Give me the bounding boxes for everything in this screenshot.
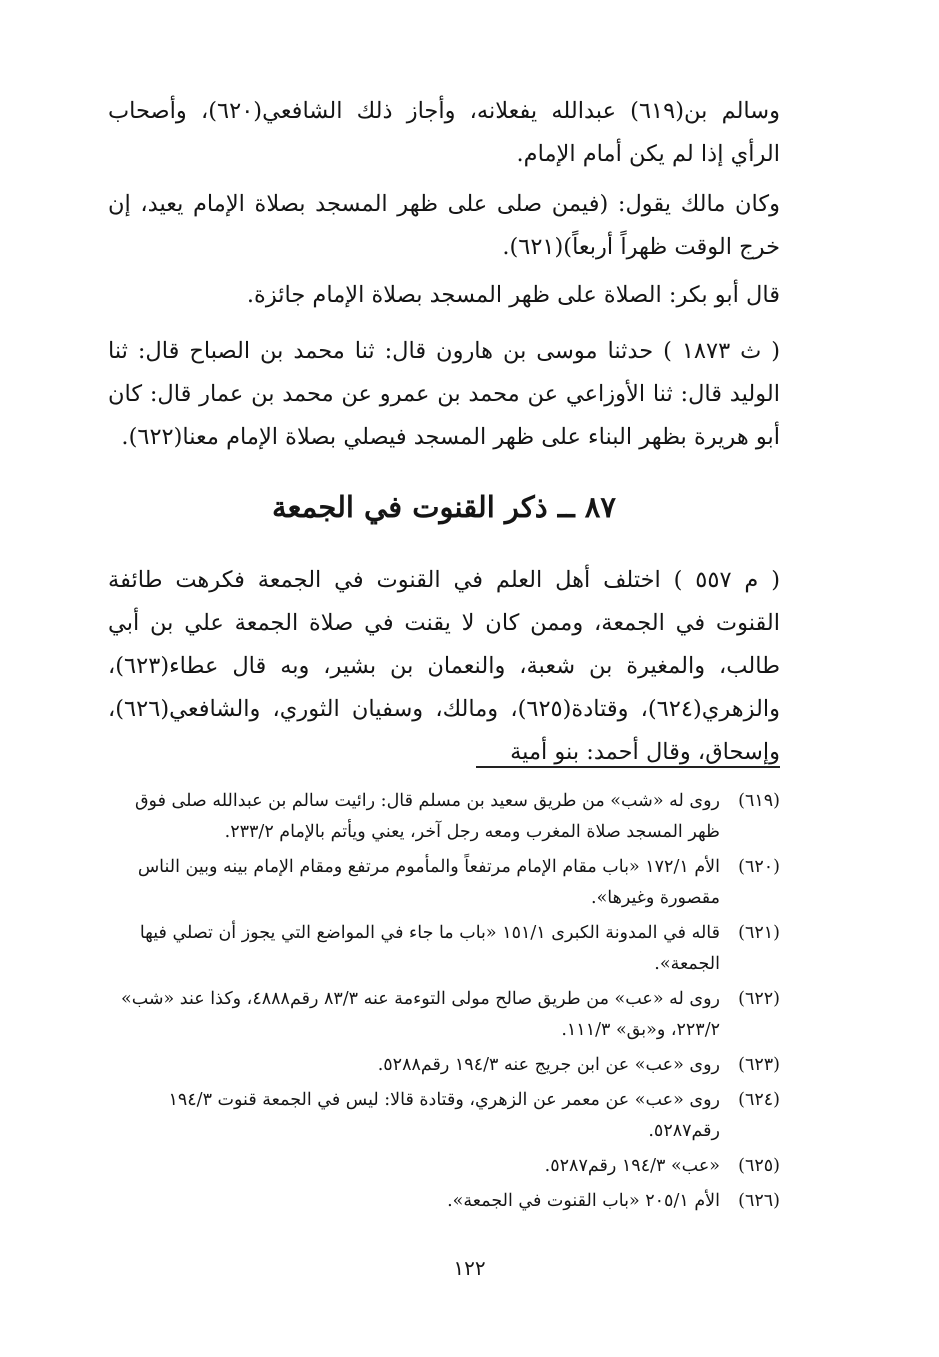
footnote-number: (٦٢٠) [738,857,780,877]
footnote-number: (٦٢٤) [738,1090,780,1110]
paragraph-2: وكان مالك يقول: (فيمن صلى على ظهر المسجد بصلاة الإمام يعيد، إن خرج الوقت ظهراً أربعاً)(٦٢١). [108,191,780,260]
footnote-number: (٦١٩) [738,791,780,811]
footnote-text: روى له «شب» من طريق سعيد بن مسلم قال: رائيت سالم بن عبدالله صلى فوق ظهر المسجد صلاة المغرب ومعه رجل آخر، يعني ويأتم بالإمام ٢٣٣/٢. [134,791,720,842]
footnote-text: الأم ١٧٢/١ «باب مقام الإمام مرتفعاً والمأموم مرتفع ومقام الإمام بينه وبين الناس مقصورة وغيرها». [137,857,720,908]
footnotes [108,786,780,1221]
paragraph-1: وسالم بن(٦١٩) عبدالله يفعلانه، وأجاز ذلك الشافعي(٦٢٠)، وأصحاب الرأي إذا لم يكن أمام الإمام. [108,98,781,167]
section-heading: ٨٧ ــ ذكر القنوت في الجمعة [272,490,616,524]
footnote-number: (٦٢٣) [738,1055,780,1075]
paragraph-4: ( ث ١٨٧٣ ) حدثنا موسى بن هارون قال: ثنا محمد بن الصباح قال: ثنا الوليد قال: ثنا الأوزاعي عن محمد بن عمرو عن محمد بن عمار قال: كان أبو هريرة بظهر البناء على ظهر المسجد فيصلي بصلاة الإمام معنا(٦٢٢). [108,338,780,450]
footnote [108,1050,780,1081]
footnote [108,852,780,914]
footnote [108,1085,780,1147]
footnote-text: روى «عب» عن ابن جريج عنه ١٩٤/٣ رقم٥٢٨٨. [377,1055,720,1075]
footnote-text: «عب» ١٩٤/٣ رقم٥٢٨٧. [544,1156,720,1176]
footnote-number: (٦٢١) [738,923,780,943]
paragraph-3: قال أبو بكر: الصلاة على ظهر المسجد بصلاة الإمام جائزة. [246,282,780,308]
footnote-text: الأم ٢٠٥/١ «باب القنوت في الجمعة». [447,1191,720,1211]
footnote [108,1151,780,1182]
footnote-number: (٦٢٢) [738,989,780,1009]
footnote-separator [476,766,780,768]
footnote [108,918,780,980]
footnote [108,786,780,848]
footnote-text: روى له «عب» من طريق صالح مولى التوءمة عنه ٨٣/٣ رقم٤٨٨٨، وكذا عند «شب» ٢٢٣/٢، و«بق» ١١١/٣. [120,989,720,1040]
footnote-text: روى «عب» عن معمر عن الزهري، وقتادة قالا: ليس في الجمعة قنوت ١٩٤/٣ رقم٥٢٨٧. [168,1090,720,1141]
footnote-number: (٦٢٦) [738,1191,780,1211]
page-number: ١٢٢ [453,1256,486,1280]
footnote-text: قاله في المدونة الكبرى ١٥١/١ «باب ما جاء في المواضع التي يجوز أن تصلي فيها الجمعة». [139,923,720,974]
paragraph-5: ( م ٥٥٧ ) اختلف أهل العلم في القنوت في الجمعة فكرهت طائفة القنوت في الجمعة، وممن كان لا يقنت في صلاة الجمعة علي بن أبي طالب، والمغيرة بن شعبة، والنعمان بن بشير، وبه قال عطاء(٦٢٣)، والزهري(٦٢٤)، وقتادة(٦٢٥)، ومالك، وسفيان الثوري، والشافعي(٦٢٦)، وإسحاق، وقال أحمد: بنو أمية [108,567,780,765]
footnote-number: (٦٢٥) [738,1156,780,1176]
footnote [108,1186,780,1217]
footnote [108,984,780,1046]
